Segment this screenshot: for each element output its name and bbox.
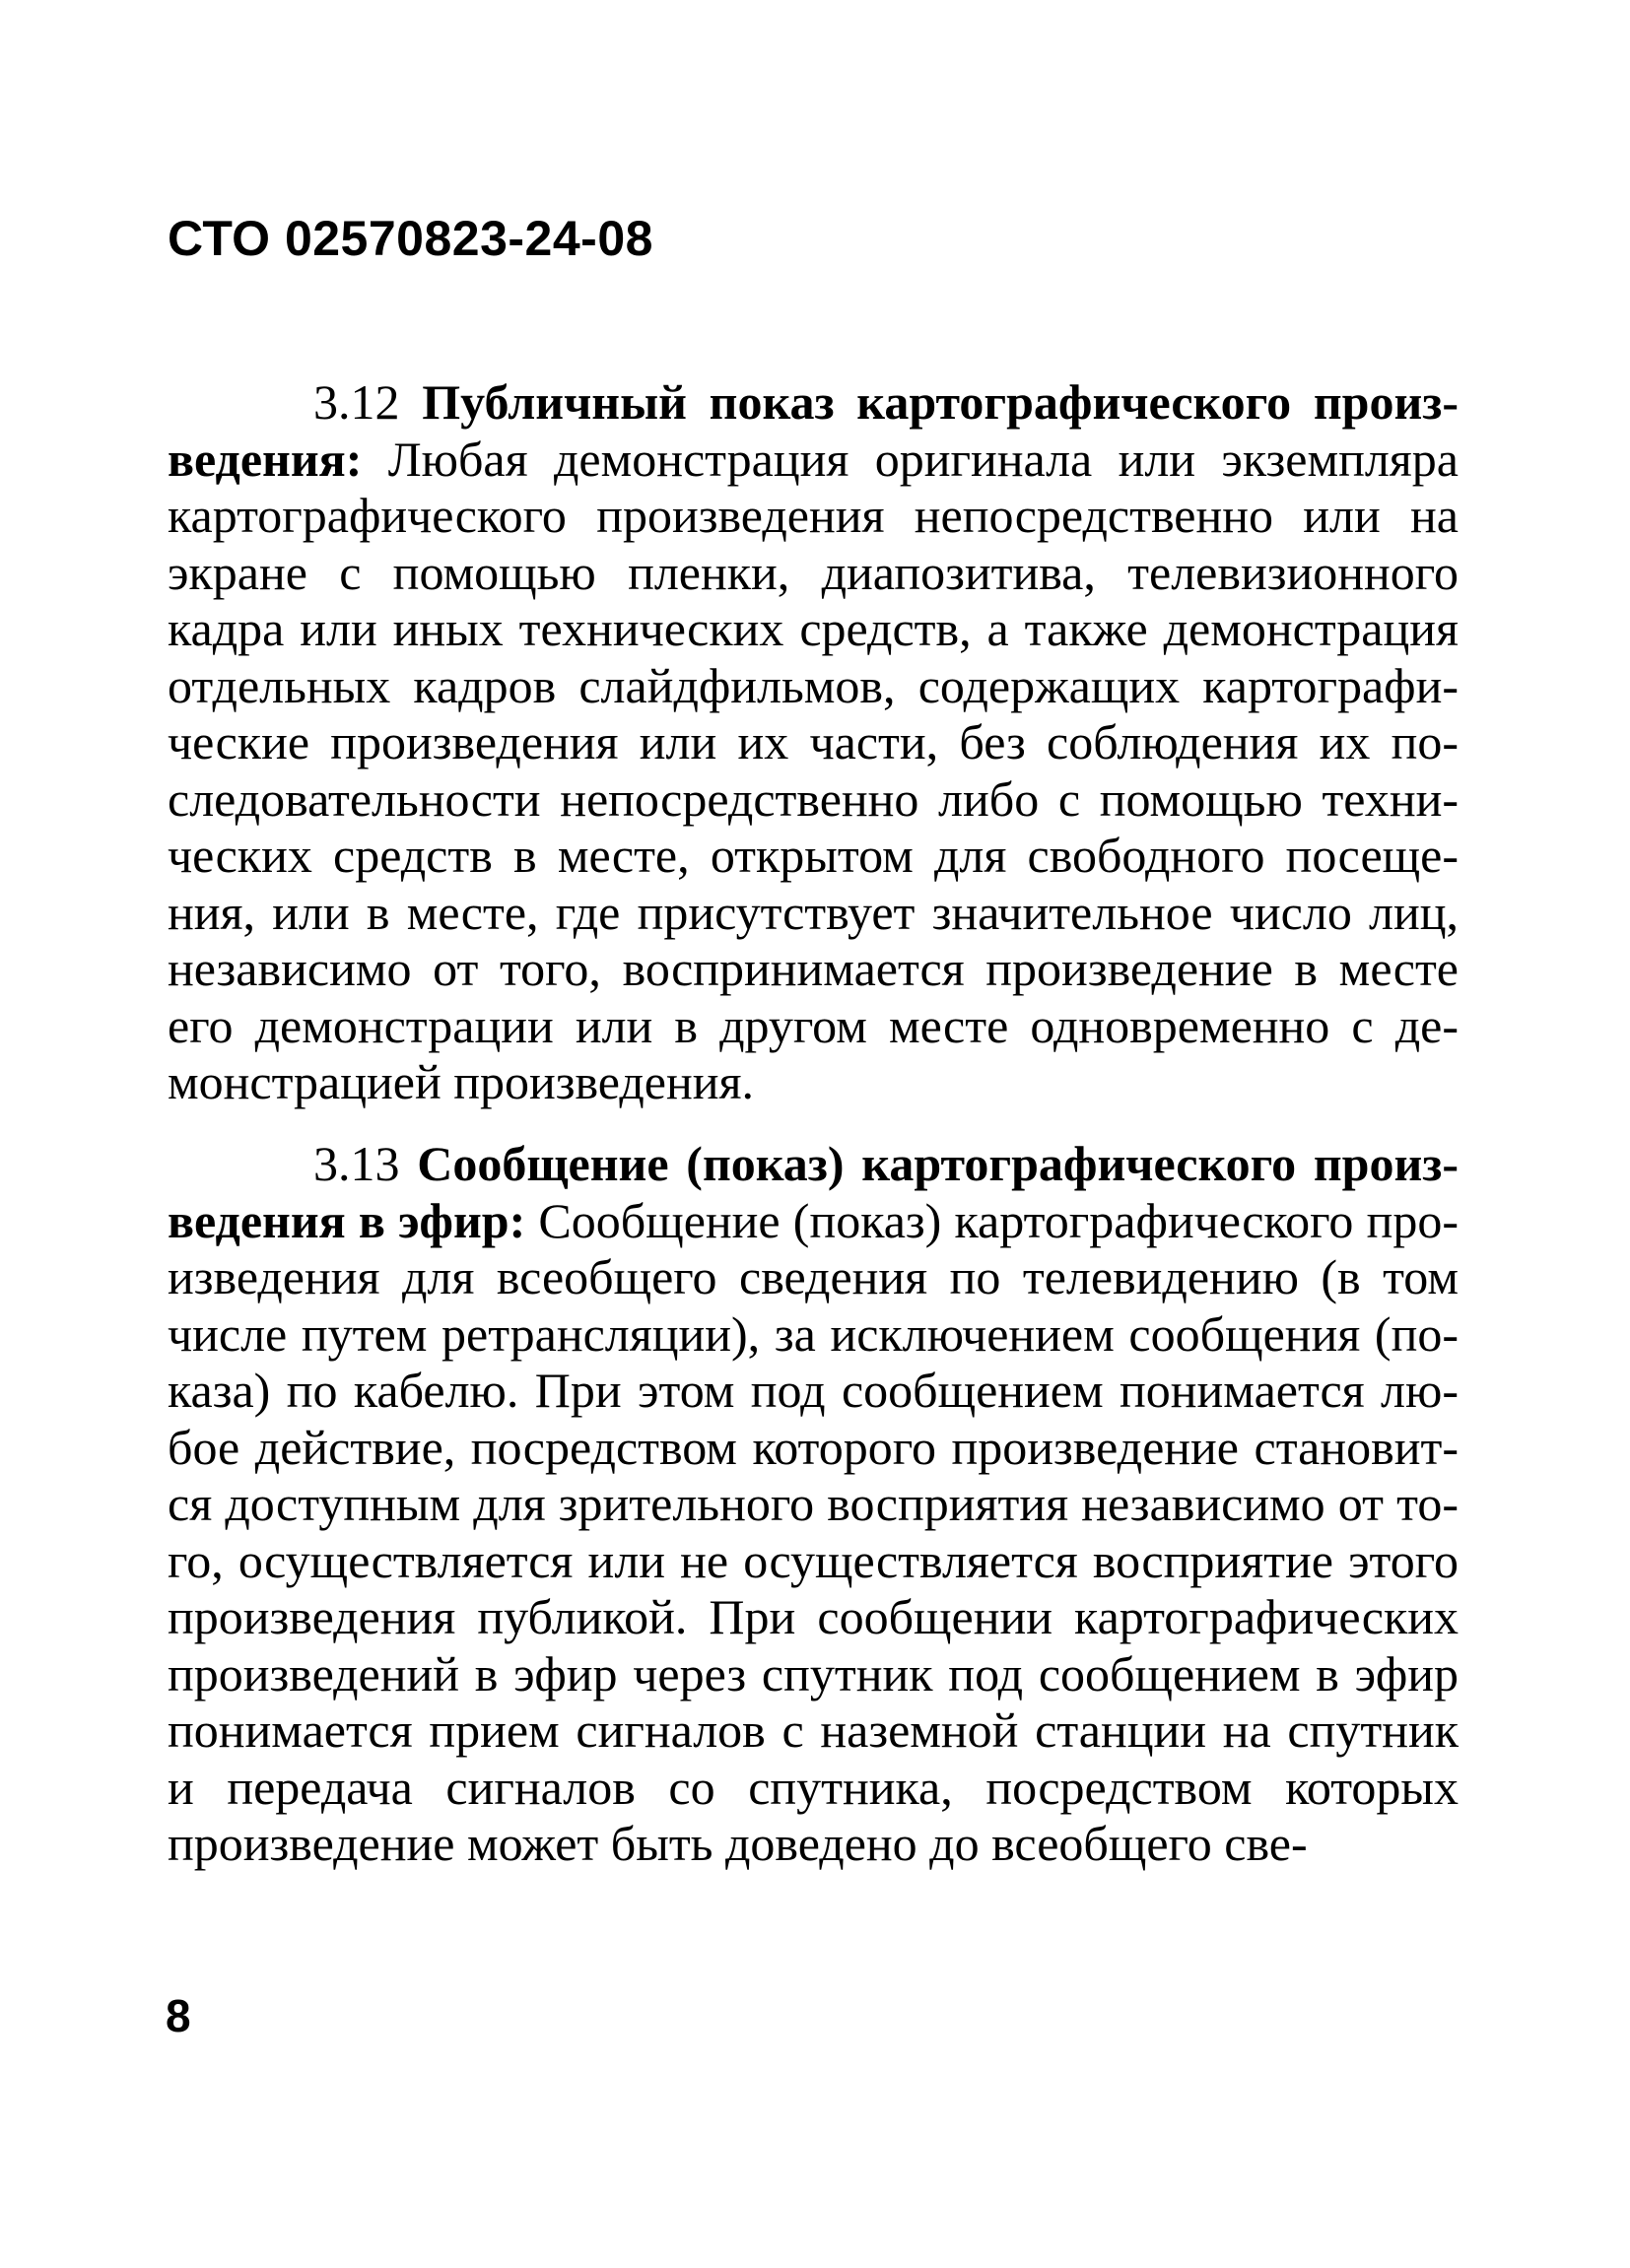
document-code-header: СТО 02570823-24-08 — [168, 211, 653, 266]
clause-3-13 — [168, 1136, 1459, 1873]
clause-term: Сообщение (показ) картографического произведения в эфир: — [168, 1136, 1459, 1248]
clause-term: Публичный показ картографического произведения: — [168, 374, 1459, 487]
page-number: 8 — [166, 1990, 191, 2041]
clause-3-12 — [168, 374, 1459, 1111]
clause-text: Любая демонстрация оригинала или экземпляра картографического произведения непосредственно или на экране с помощью пленки, диапозитива, телевизионного кадра или иных технических средств, а также демонстрация отдельных кадров слайдфильмов, содержащих картографические произведения или их части, без соблюдения их последовательности непосредственно либо с помощью технических средств в месте, открытом для свободного посещения, или в месте, где присутствует значительное число лиц, независимо от того, воспринимается произведение в месте его демонстрации или в другом месте одновременно с демонстрацией произведения. — [168, 431, 1459, 1109]
clause-number: 3.13 — [313, 1136, 400, 1191]
clause-text: Сообщение (показ) картографического произведения для всеобщего сведения по телевидению (в том числе путем ретрансляции), за исключением сообщения (показа) по кабелю. При этом под сообщением понимается любое действие, посредством которого произведение становится доступным для зрительного восприятия независимо от того, осуществляется или не осуществляется восприятие этого произведения публикой. При сообщении картографических произведений в эфир через спутник под сообщением в эфир понимается прием сигналов с наземной станции на спутник и передача сигналов со спутника, посредством которых произведение может быть доведено до всеобщего све- — [168, 1192, 1460, 1871]
clause-number: 3.12 — [313, 374, 400, 430]
